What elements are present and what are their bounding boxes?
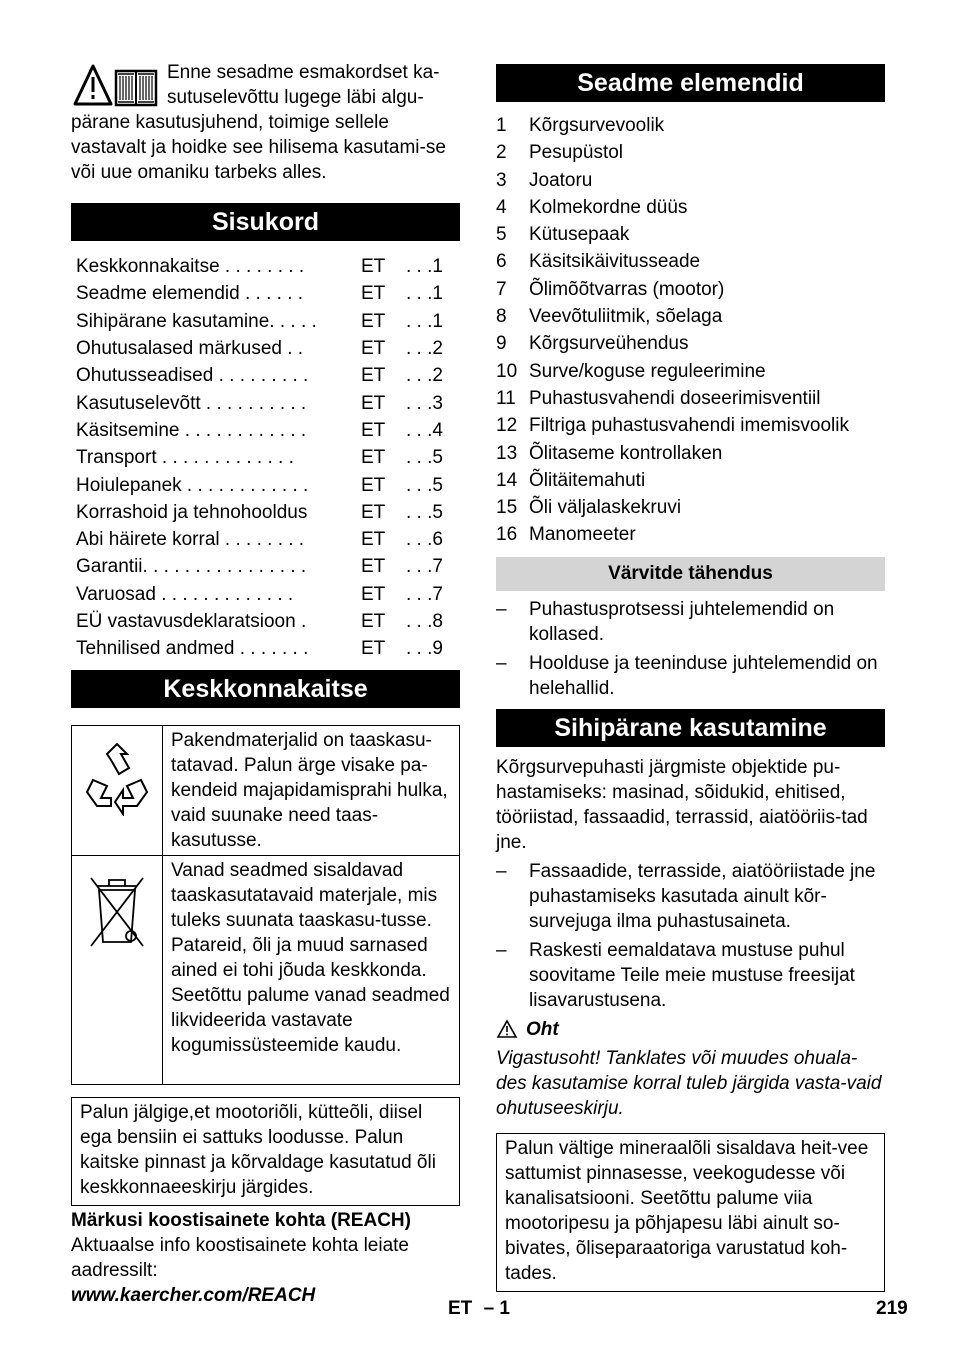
list-item [496, 248, 885, 275]
item-number: 5 [496, 224, 507, 246]
reach-heading: Märkusi koostisainete kohta (REACH) [71, 1210, 411, 1232]
right-column [496, 64, 885, 1292]
item-label: Joatoru [529, 169, 593, 191]
crossed-bin-icon [87, 870, 147, 950]
toc-row[interactable] [71, 526, 460, 553]
toc-page: . . .2 [406, 365, 443, 387]
toc-et: ET [361, 310, 386, 332]
left-column [71, 60, 460, 1308]
dash-marker: – [496, 598, 507, 620]
list-item [496, 494, 885, 521]
list-item [496, 330, 885, 357]
item-label: Kõrgsurvevoolik [529, 115, 665, 136]
weee-text: Vanad seadmed sisaldavad taaskasutatavaid materjale, mis tuleks suunata taaskasu-tusse. Patareid, õli ja muud sarnased ained ei tohi jõuda keskkonda. Seetõttu palume vanad seadmed likvideerida vastavate kogumissüsteemide kaudu. [171, 860, 450, 1057]
toc-title: Kasutuselevõtt . . . . . . . . . . [76, 392, 307, 414]
item-number: 3 [496, 169, 507, 191]
toc-row[interactable] [71, 553, 460, 580]
toc-heading: Sisukord [71, 203, 460, 241]
item-number: 12 [496, 415, 518, 437]
intro-line-2: sutuselevõttu lugege läbi algu- [167, 87, 424, 108]
list-item [496, 385, 885, 412]
list-item [496, 440, 885, 467]
toc-title: EÜ vastavusdeklaratsioon . [76, 611, 307, 632]
toc-page: . . .5 [406, 447, 443, 469]
item-label: Pesupüstol [529, 142, 624, 164]
item-label: Kolmekordne düüs [529, 196, 688, 218]
toc-row[interactable] [71, 362, 460, 389]
footer-page-number: 219 [876, 1298, 908, 1319]
item-number: 1 [496, 115, 507, 136]
item-number: 7 [496, 278, 507, 300]
item-number: 13 [496, 442, 518, 464]
toc-row[interactable] [71, 253, 460, 280]
toc-et: ET [361, 283, 386, 305]
recycle-text: Pakendmaterjalid on taaskasu-tatavad. Palun ärge visake pa-kendeid majapidamisprahi hulka, vaid suunake need taas-kasutusse. [171, 730, 448, 852]
list-item [496, 412, 885, 439]
recycle-icon [79, 740, 155, 816]
list-item [496, 139, 885, 166]
toc-page: . . .1 [406, 256, 443, 278]
toc-row[interactable] [71, 471, 460, 498]
toc-row[interactable] [71, 389, 460, 416]
toc-title: Ohutusseadised . . . . . . . . . [76, 365, 309, 387]
item-label: Veevõtuliitmik, sõelaga [529, 306, 723, 328]
toc-row[interactable] [71, 499, 460, 526]
toc-page: . . .7 [406, 556, 443, 578]
toc-et: ET [361, 392, 386, 414]
toc-row[interactable] [71, 635, 460, 662]
intro-text: pärane kasutusjuhend, toimige sellele vastavalt ja hoidke see hilisema kasutami-se või uue omaniku tarbeks alles. [71, 112, 446, 183]
toc-et: ET [361, 529, 386, 551]
toc-title: Garantii. . . . . . . . . . . . . . . . [76, 556, 307, 578]
footer-page-marker: – 1 [483, 1298, 510, 1319]
elements-list [496, 112, 885, 549]
intended-use-heading: Sihipärane kasutamine [496, 709, 885, 747]
toc-title: Tehnilised andmed . . . . . . . [76, 638, 309, 660]
item-number: 8 [496, 306, 507, 328]
item-label: Puhastusvahendi doseerimisventiil [529, 387, 821, 409]
list-item [496, 358, 885, 385]
list-item [496, 467, 885, 494]
dash-text: Hoolduse ja teeninduse juhtelemendid on helehallid. [529, 652, 878, 699]
toc-page: . . .8 [406, 611, 443, 632]
list-item [496, 112, 885, 139]
toc-et: ET [361, 638, 386, 660]
dash-item [496, 859, 885, 934]
danger-triangle-icon [496, 1019, 518, 1039]
toc-title: Seadme elemendid . . . . . . [76, 283, 304, 305]
dash-item [496, 597, 885, 647]
toc-row[interactable] [71, 581, 460, 608]
toc-et: ET [361, 556, 386, 578]
toc-page: . . .6 [406, 529, 443, 551]
toc-row[interactable] [71, 417, 460, 444]
toc-row[interactable] [71, 608, 460, 635]
danger-text: Vigastusoht! Tanklates või muudes ohuala-des kasutamise korral tuleb järgida vasta-vaid ohutuseeskirju. [496, 1047, 882, 1119]
toc-page: . . .2 [406, 338, 443, 360]
item-number: 4 [496, 196, 507, 218]
item-label: Õli väljalaskekruvi [529, 497, 682, 519]
item-label: Käsitsikäivitusseade [529, 251, 701, 273]
item-number: 11 [496, 387, 516, 409]
item-label: Õlitäitemahuti [529, 469, 646, 491]
dash-text: Puhastusprotsessi juhtelemendid on kollased. [529, 598, 835, 645]
dash-item [496, 651, 885, 701]
item-label: Kütusepaak [529, 224, 630, 246]
toc-row[interactable] [71, 280, 460, 307]
item-number: 10 [496, 360, 518, 382]
dash-text: Fassaadide, terrasside, aiatööriistade jne puhastamiseks kasutada ainult kõr-survejuga ilma puhastusaineta. [529, 860, 876, 932]
dash-item [496, 938, 885, 1013]
toc-title: Hoiulepanek . . . . . . . . . . . . [76, 474, 309, 496]
toc-page: . . .3 [406, 392, 443, 414]
item-number: 16 [496, 524, 518, 546]
item-number: 9 [496, 333, 507, 355]
toc-row[interactable] [71, 308, 460, 335]
dash-marker: – [496, 939, 507, 961]
recycle-cell [72, 726, 163, 855]
toc-et: ET [361, 501, 386, 523]
recycle-row [72, 726, 459, 856]
footer-section [448, 1296, 510, 1321]
toc-title: Varuosad . . . . . . . . . . . . . [76, 583, 294, 605]
toc-title: Ohutusalased märkused . . [76, 338, 304, 360]
weee-cell [72, 856, 163, 1084]
toc-title: Keskkonnakaitse . . . . . . . . [76, 256, 305, 278]
item-label: Õlitaseme kontrollaken [529, 442, 723, 464]
warning-manual-icon [71, 62, 161, 110]
toc-et: ET [361, 583, 386, 605]
danger-label: Oht [526, 1018, 559, 1040]
toc-et: ET [361, 365, 386, 387]
dash-marker: – [496, 652, 507, 674]
toc-title: Abi häirete korral . . . . . . . . [76, 529, 305, 551]
mineral-oil-box: Palun vältige mineraalõli sisaldava heit-vee sattumist pinnasesse, veekogudesse või kanalisatsiooni. Seetõttu palume viia mootoripesu ja põhjapesu läbi ainult so-bivates, õliseparaatoriga varustatud koh-tades. [496, 1133, 885, 1292]
toc-page: . . .1 [406, 310, 443, 332]
list-item [496, 167, 885, 194]
environment-heading: Keskkonnakaitse [71, 670, 460, 708]
toc-title: Korrashoid ja tehnohooldus [76, 501, 308, 523]
toc-title: Käsitsemine . . . . . . . . . . . . [76, 419, 307, 441]
toc-page: . . .5 [406, 501, 443, 523]
intended-use-intro: Kõrgsurvepuhasti järgmiste objektide pu-hastamiseks: masinad, sõidukid, ehitised, tööriistad, fassaadid, terrassid, aiatööriis-tad jne. [496, 756, 868, 853]
toc-title: Sihipärane kasutamine. . . . . [76, 310, 317, 332]
list-item [496, 194, 885, 221]
toc-et: ET [361, 474, 386, 496]
toc-et: ET [361, 611, 386, 632]
item-label: Manomeeter [529, 524, 636, 546]
toc-row[interactable] [71, 335, 460, 362]
item-label: Surve/koguse reguleerimine [529, 360, 766, 382]
intro-note [71, 60, 460, 185]
environment-boxes [71, 725, 460, 1085]
toc-page: . . .1 [406, 283, 443, 305]
weee-row [72, 856, 459, 1084]
item-label: Filtriga puhastusvahendi imemisvoolik [529, 415, 849, 437]
toc-et: ET [361, 447, 386, 469]
dash-marker: – [496, 860, 507, 882]
item-label: Kõrgsurveühendus [529, 333, 689, 355]
toc-table [71, 253, 460, 662]
list-item [496, 521, 885, 548]
colors-heading: Värvitde tähendus [496, 557, 885, 591]
oil-note-box: Palun jälgige,et mootoriõli, kütteõli, diisel ega bensiin ei sattuks loodusse. Palun kaitske pinnast ja kõrvaldage kasutatud õli keskkonnaeeskirju järgides. [71, 1097, 460, 1206]
toc-et: ET [361, 256, 386, 278]
item-label: Õlimõõtvarras (mootor) [529, 278, 725, 300]
toc-page: . . .9 [406, 638, 443, 660]
danger-label-row [496, 1017, 885, 1042]
toc-page: . . .5 [406, 474, 443, 496]
toc-title: Transport . . . . . . . . . . . . . [76, 447, 294, 469]
list-item [496, 276, 885, 303]
toc-page: . . .7 [406, 583, 443, 605]
item-number: 6 [496, 251, 507, 273]
item-number: 14 [496, 469, 518, 491]
reach-text: Aktuaalse info koostisainete kohta leiate aadressilt: [71, 1235, 409, 1282]
intro-line-1: Enne sesadme esmakordset ka- [167, 62, 440, 83]
footer-lang: ET [448, 1298, 473, 1319]
toc-page: . . .4 [406, 419, 443, 441]
dash-text: Raskesti eemaldatava mustuse puhul soovitame Teile meie mustuse freesijat lisavarustusena. [529, 939, 855, 1011]
color-notes [496, 597, 885, 701]
toc-et: ET [361, 419, 386, 441]
elements-heading: Seadme elemendid [496, 64, 885, 102]
list-item [496, 303, 885, 330]
toc-row[interactable] [71, 444, 460, 471]
reach-link[interactable]: www.kaercher.com/REACH [71, 1285, 316, 1307]
toc-et: ET [361, 338, 386, 360]
item-number: 2 [496, 142, 507, 164]
intended-use-bullets [496, 859, 885, 1013]
list-item [496, 221, 885, 248]
item-number: 15 [496, 497, 518, 519]
